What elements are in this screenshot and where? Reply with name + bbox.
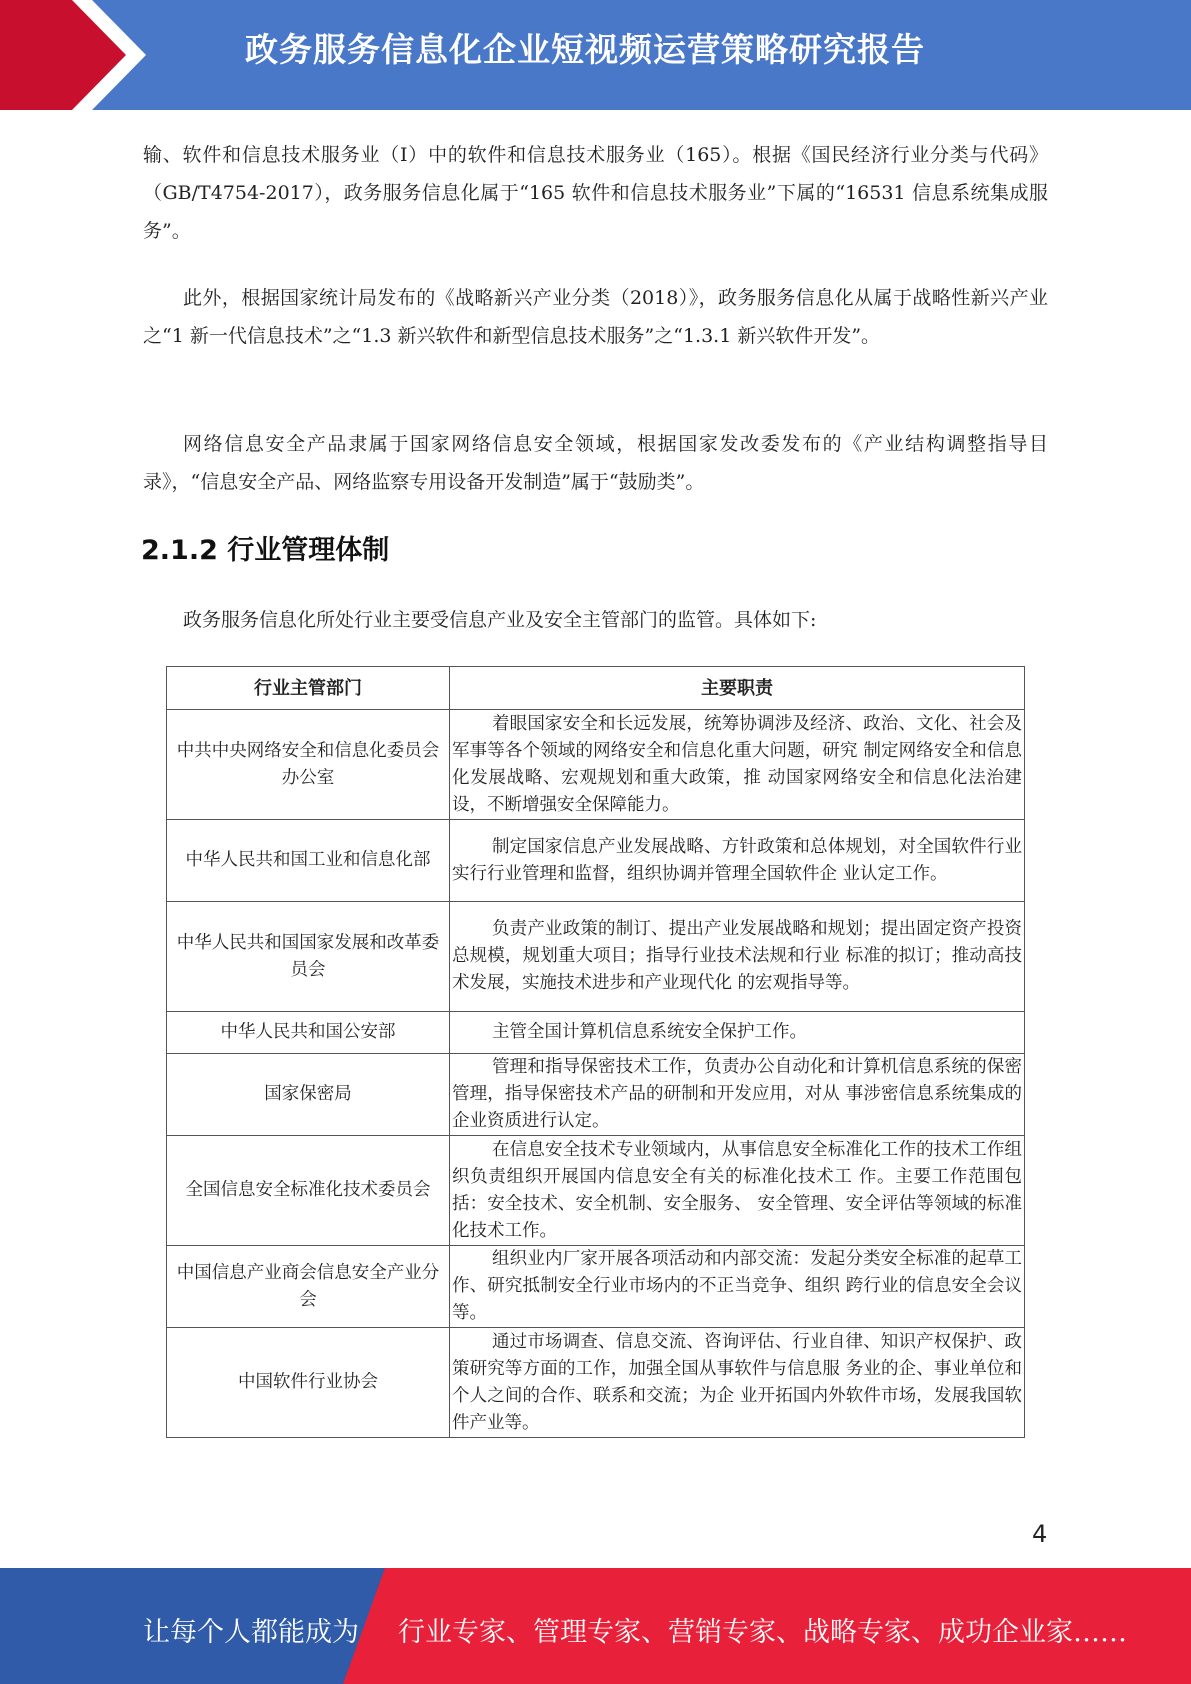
regulators-table [166,666,1025,1438]
table-row [167,1054,1025,1136]
duty-cell: 通过市场调查、信息交流、咨询评估、行业自律、知识产权保护、政策研究等方面的工作，加强全国从事软件与信息服 务业的企、事业单位和个人之间的合作、联系和交流；为企 业开拓国内外软件市场，发展我国软件产业等。 [450,1328,1025,1438]
department-cell: 国家保密局 [167,1054,450,1136]
duty-cell: 管理和指导保密技术工作，负责办公自动化和计算机信息系统的保密管理，指导保密技术产品的研制和开发应用，对从 事涉密信息系统集成的企业资质进行认定。 [450,1054,1025,1136]
section-intro: 政务服务信息化所处行业主要受信息产业及安全主管部门的监管。具体如下: [183,609,817,631]
header-chevron-icon [0,0,160,110]
table-row [167,1246,1025,1328]
paragraph-industry-classification: 输、软件和信息技术服务业（I）中的软件和信息技术服务业（165）。根据《国民经济行业分类与代码》（GB/T4754-2017），政务服务信息化属于“165 软件和信息技术服务业”下属的“16531 信息系统集成服务”。 [143,144,1048,242]
duty-cell: 在信息安全技术专业领域内，从事信息安全标准化工作的技术工作组织负责组织开展国内信息安全有关的标准化技术工 作。主要工作范围包括：安全技术、安全机制、安全服务、 安全管理、安全评估等领域的标准化技术工作。 [450,1136,1025,1246]
table-row [167,1136,1025,1246]
duty-cell: 负责产业政策的制订、提出产业发展战略和规划；提出固定资产投资总规模，规划重大项目；指导行业技术法规和行业 标准的拟订；推动高技术发展，实施技术进步和产业现代化 的宏观指导等。 [450,902,1025,1012]
paragraph-strategic-industry: 此外，根据国家统计局发布的《战略新兴产业分类（2018）》，政务服务信息化从属于战略性新兴产业之“1 新一代信息技术”之“1.3 新兴软件和新型信息技术服务”之“1.3.1 新兴软件开发”。 [143,287,1048,347]
duty-cell: 制定国家信息产业发展战略、方针政策和总体规划，对全国软件行业实行行业管理和监督，组织协调并管理全国软件企 业认定工作。 [450,820,1025,902]
department-cell: 中国信息产业商会信息安全产业分会 [167,1246,450,1328]
department-cell: 中华人民共和国公安部 [167,1012,450,1054]
footer-slogan-left: 让每个人都能成为 [143,1617,359,1648]
table-row [167,1328,1025,1438]
page-header [0,0,1191,110]
section-heading: 2.1.2 行业管理体制 [141,535,390,566]
department-cell: 全国信息安全标准化技术委员会 [167,1136,450,1246]
department-cell: 中国软件行业协会 [167,1328,450,1438]
page-number: 4 [1032,1520,1048,1548]
department-cell: 中华人民共和国国家发展和改革委员会 [167,902,450,1012]
duty-cell: 着眼国家安全和长远发展，统筹协调涉及经济、政治、文化、社会及军事等各个领域的网络安全和信息化重大问题，研究 制定网络安全和信息化发展战略、宏观规划和重大政策，推 动国家网络安全和信息化法治建设，不断增强安全保障能力。 [450,710,1025,820]
table-header-row [167,667,1025,710]
department-cell: 中华人民共和国工业和信息化部 [167,820,450,902]
paragraph-security-catalog: 网络信息安全产品隶属于国家网络信息安全领域，根据国家发改委发布的《产业结构调整指导目录》，“信息安全产品、网络监察专用设备开发制造”属于“鼓励类”。 [143,433,1048,493]
footer-slogan-right: 行业专家、管理专家、营销专家、战略专家、成功企业家…… [398,1617,1127,1648]
table-row [167,820,1025,902]
duty-cell: 主管全国计算机信息系统安全保护工作。 [450,1012,1025,1054]
column-header-duties: 主要职责 [450,667,1025,710]
table-row [167,902,1025,1012]
table-row [167,710,1025,820]
header-title: 政务服务信息化企业短视频运营策略研究报告 [245,30,925,69]
duty-cell: 组织业内厂家开展各项活动和内部交流：发起分类安全标准的起草工作、研究抵制安全行业市场内的不正当竞争、组织 跨行业的信息安全会议等。 [450,1246,1025,1328]
table-row [167,1012,1025,1054]
page-footer [0,1568,1191,1684]
column-header-department: 行业主管部门 [167,667,450,710]
department-cell: 中共中央网络安全和信息化委员会办公室 [167,710,450,820]
